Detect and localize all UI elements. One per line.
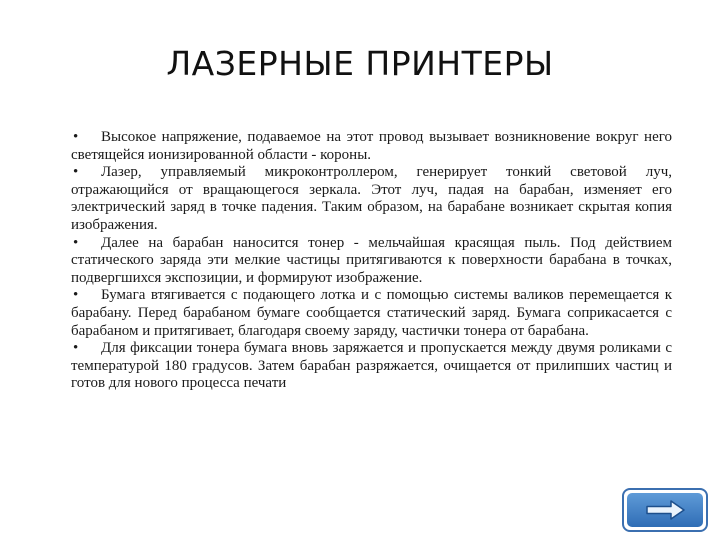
bullet-item xyxy=(71,340,672,393)
arrow-right-icon xyxy=(641,498,689,522)
bullet-item xyxy=(71,235,672,288)
slide-title: ЛАЗЕРНЫЕ ПРИНТЕРЫ xyxy=(166,44,554,83)
bullet-list xyxy=(71,129,672,393)
bullet-text: Бумага втягивается с подающего лотка и с помощью системы валиков перемещается к барабану. Перед барабаном бумаге сообщается статический заряд. Бумага соприкасается с барабаном и притягивает, благодаря своему заряду, частички тонера от барабана. xyxy=(71,287,672,339)
bullet-icon: • xyxy=(73,234,79,251)
bullet-icon: • xyxy=(73,287,79,304)
bullet-text: Далее на барабан наносится тонер - мельчайшая красящая пыль. Под действием статического заряда эти мелкие частицы притягиваются к поверхности барабана в точках, подвергшихся экспозиции, и формируют изображение. xyxy=(71,234,672,286)
next-slide-button[interactable] xyxy=(622,488,708,532)
next-button-face[interactable] xyxy=(627,493,703,527)
bullet-icon: • xyxy=(73,340,79,357)
bullet-item xyxy=(71,287,672,340)
bullet-icon: • xyxy=(73,129,79,145)
bullet-text: Для фиксации тонера бумага вновь заряжается и пропускается между двумя роликами с температурой 180 градусов. Затем барабан разряжается, очищается от прилипших частиц и готов для нового процесса печати xyxy=(71,340,672,392)
bullet-item xyxy=(71,129,672,164)
bullet-text: Лазер, управляемый микроконтроллером, генерирует тонкий световой луч, отражающийся от вращающегося зеркала. Этот луч, падая на барабан, изменяет его электрический заряд в точке падения. Таким образом, на барабане возникает скрытая копия изображения. xyxy=(71,164,672,233)
bullet-item xyxy=(71,164,672,234)
bullet-text: Высокое напряжение, подаваемое на этот провод вызывает возникновение вокруг него светящейся ионизированной области - короны. xyxy=(71,129,672,163)
bullet-icon: • xyxy=(73,164,79,181)
